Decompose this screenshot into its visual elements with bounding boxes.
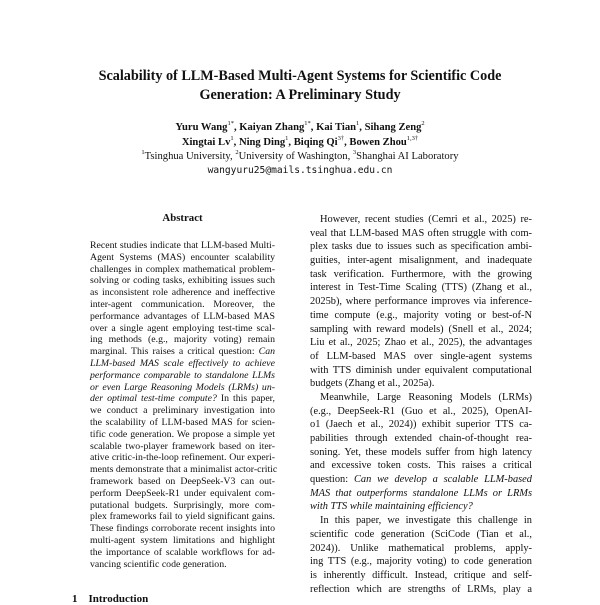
abstract-line: we conduct a preliminary investigation into	[90, 405, 275, 417]
abstract-line: putational budgets. Surprisingly, more com-	[90, 499, 275, 511]
body-line: Meanwhile, Large Reasoning Models (LRMs)	[320, 391, 532, 403]
body-line: reflection which are strengths of LRMs, play a	[310, 583, 532, 595]
author-name: Sihang Zeng	[364, 122, 422, 133]
author-list	[60, 121, 540, 150]
body-line: budgets (Zhang et al., 2025a).	[310, 378, 435, 390]
author-name: Kaiyan Zhang	[239, 122, 305, 133]
author-marker: 1	[285, 134, 289, 142]
author-marker: 1	[356, 120, 360, 127]
abstract-line: vancing scientific code generation.	[90, 558, 227, 570]
abstract-line: solving or coding tasks, exhibiting issues such	[90, 275, 275, 287]
body-line: In this paper, we investigate this challenge in	[320, 515, 532, 527]
body-line: time compute (e.g., majority voting or best-of-N	[310, 309, 532, 321]
body-line: pabilities through extended chain-of-thought rea-	[310, 433, 532, 444]
abstract-line: der optimal test-time compute? In this paper,	[90, 393, 275, 405]
abstract-line: over a single agent employing test-time scal-	[90, 322, 275, 334]
abstract-heading: Abstract	[162, 212, 203, 224]
abstract-line: tific code generation. We propose a simple yet	[90, 428, 275, 440]
section-title: Introduction	[88, 593, 149, 605]
title-line: Scalability of LLM-Based Multi-Agent Systems for Scientific Code	[98, 68, 502, 84]
affiliation-name: Tsinghua University,	[144, 151, 233, 162]
body-line: ing TTS (e.g., majority voting) to code generation	[310, 556, 532, 568]
abstract-line: the importance of scalable workflows for ad-	[90, 546, 275, 558]
title-line: Generation: A Preliminary Study	[199, 87, 401, 103]
affiliation-marker: 3	[352, 149, 357, 156]
abstract-line: marginal. This raises a critical question: Can	[90, 346, 275, 358]
abstract-line: ing methods (e.g., majority voting) remain	[90, 334, 275, 346]
body-line: of LLM-based MAS over single-agent systems	[310, 350, 532, 362]
body-line	[310, 500, 532, 514]
author-name: Yuru Wang	[175, 122, 228, 133]
author-name: Ning Ding	[238, 136, 286, 148]
abstract-line: ative critic-in-the-loop refinement. Our experi-	[90, 452, 275, 464]
author-name: Bowen Zhou	[349, 136, 407, 148]
abstract-line: scalable two-player framework based on iter-	[90, 440, 275, 452]
body-line: Liu et al., 2025; Zhao et al., 2025), the advantages	[310, 337, 532, 349]
affiliation-marker: 2	[235, 149, 239, 156]
body-line: task verification. Furthermore, with the growing	[310, 268, 532, 280]
body-line: 2024)). Unlike mathematical problems, apply-	[310, 542, 532, 554]
author-line: Yuru Wang$^{1*}$, Kaiyan Zhang$^{1*}$, Kai Tian$^1$, Sihang Zeng$^2$	[175, 120, 425, 133]
section-number: 1	[72, 593, 78, 605]
author-marker: 3†	[337, 134, 345, 142]
body-line: 2025b), where performance improves via inference-	[310, 296, 532, 308]
body-line: is inherently difficult. Instead, critique and self-	[310, 569, 532, 581]
author-marker: 1,3†	[406, 134, 419, 142]
body-line: soning. Yet, these models suffer from high latency	[310, 446, 532, 458]
body-line: scientific code generation (SciCode (Tian et al.,	[310, 528, 532, 540]
author-marker: 1*	[227, 120, 234, 127]
abstract-line: multi-agent system limitations and highlight	[90, 534, 275, 546]
abstract-line: plex frameworks fail to yield significant gains.	[90, 511, 275, 523]
affiliation-name: Shanghai AI Laboratory	[356, 151, 459, 162]
abstract-line: inter-agent communication. Moreover, the	[90, 298, 275, 310]
body-right-column	[310, 213, 532, 596]
body-line: interest in Test-Time Scaling (TTS) (Zhang et al.,	[310, 282, 532, 294]
author-name: Kai Tian	[316, 122, 357, 133]
abstract-line: performance comparable to standalone LLMs	[90, 369, 275, 381]
body-line-emphasis: with TTS while maintaining efficiency?	[310, 501, 473, 513]
abstract-line: framework based on DeepSeek-V3 can out-	[90, 475, 275, 487]
section-heading	[72, 593, 148, 605]
body-line: guities, inter-agent misalignment, and inadequate	[310, 255, 532, 267]
body-line: and excessive token costs. This raises a critical	[310, 460, 532, 472]
affiliations	[60, 150, 540, 164]
affiliation-line	[60, 150, 540, 164]
abstract-line: perform DeepSeek-R1 under equivalent com-	[90, 487, 275, 499]
body-line: o1 (Jaech et al., 2024)) exhibit superior TTS ca-	[310, 419, 532, 431]
author-marker: 1	[230, 134, 234, 142]
body-line: plex tasks due to issues such as specification ambi-	[310, 241, 532, 253]
author-name: Xingtai Lv	[181, 136, 231, 148]
body-line: MAS that outperforms standalone LLMs or LRMs	[310, 487, 532, 499]
abstract-line: Agent Systems (MAS) encounter scalability	[90, 251, 275, 263]
body-line: sampling with reward models) (Snell et al., 2024;	[310, 323, 532, 335]
abstract-body	[90, 240, 278, 570]
body-line: (e.g., DeepSeek-R1 (Guo et al., 2025), OpenAI-	[310, 405, 532, 417]
affiliation-marker: 1	[141, 149, 145, 156]
body-line: However, recent studies (Cemri et al., 2025) re-	[320, 214, 532, 225]
abstract-line: Recent studies indicate that LLM-based Multi-	[90, 240, 275, 251]
abstract-line: performance advantages of LLM-based MAS	[90, 310, 275, 322]
abstract-line: the scalability of LLM-based MAS for scien-	[90, 416, 275, 428]
body-line: veal that LLM-based MAS often struggle with com-	[310, 227, 532, 239]
author-email[interactable]: wangyuru25@mails.tsinghua.edu.cn	[207, 165, 393, 176]
abstract-line: or even Large Reasoning Models (LRMs) un-	[90, 381, 275, 393]
affiliation-name: University of Washington,	[238, 151, 351, 162]
author-marker: 1*	[304, 120, 311, 127]
author-line: Xingtai Lv$^1$, Ning Ding$^1$, Biqing $Qi^{3\dagger}$, Bowen Zhou$^{1,3\dagger}$	[181, 134, 419, 148]
abstract-line: challenges in complex mathematical problem-	[90, 263, 275, 275]
abstract-line: ments demonstrate that a minimalist actor-critic	[90, 464, 278, 476]
author-name: Biqing Qi	[293, 136, 338, 148]
body-line: with TTS diminish under equivalent computational	[310, 364, 532, 376]
abstract-line: LLM-based MAS scale effectively to achieve	[90, 357, 275, 369]
paper-title	[60, 67, 540, 105]
abstract-line: These findings corroborate recent insights into	[90, 523, 275, 535]
abstract-line: as inconsistent role adherence and ineffective	[90, 287, 275, 299]
body-line: question: Can we develop a scalable LLM-based	[310, 474, 532, 486]
author-marker: 2	[421, 120, 425, 127]
